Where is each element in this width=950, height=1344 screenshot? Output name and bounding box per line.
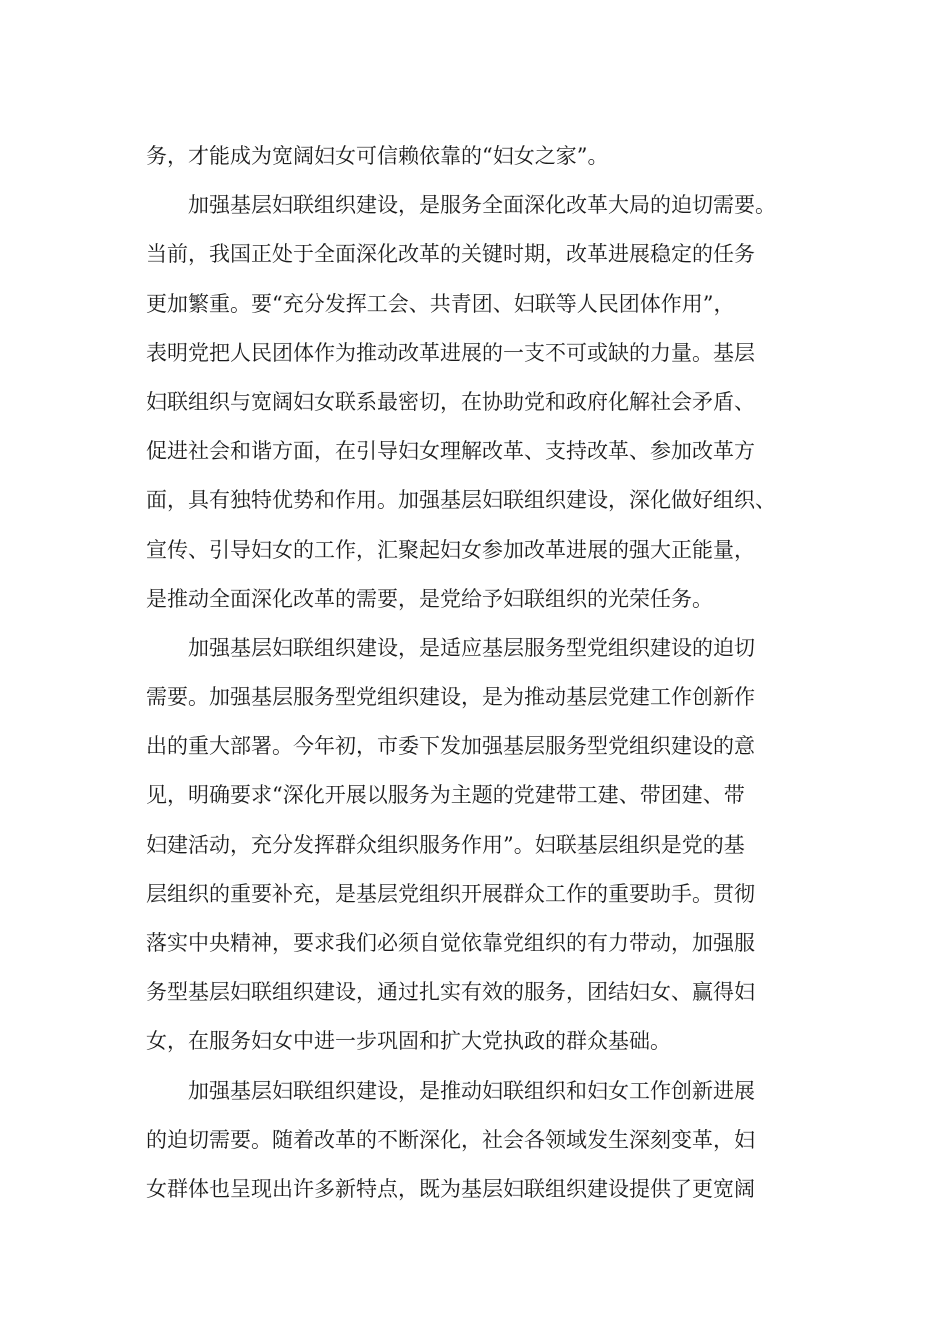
text-line: 出的重大部署。今年初，市委下发加强基层服务型党组织建设的意 (146, 734, 755, 759)
paragraph-start-line: 加强基层妇联组织建设，是推动妇联组织和妇女工作创新进展 (146, 1078, 755, 1103)
text-line: 女，在服务妇女中进一步巩固和扩大党执政的群众基础。 (146, 1029, 671, 1054)
text-line: 的迫切需要。随着改革的不断深化，社会各领域发生深刻变革，妇 (146, 1127, 755, 1152)
text-line: 务型基层妇联组织建设，通过扎实有效的服务，团结妇女、赢得妇 (146, 980, 755, 1005)
text-line: 务，才能成为宽阔妇女可信赖依靠的“妇女之家”。 (146, 144, 609, 168)
text-line: 促进社会和谐方面，在引导妇女理解改革、支持改革、参加改革方 (146, 439, 755, 464)
text-line: 妇联组织与宽阔妇女联系最密切，在协助党和政府化解社会矛盾、 (146, 389, 755, 414)
text-line: 女群体也呈现出许多新特点，既为基层妇联组织建设提供了更宽阔 (146, 1176, 755, 1201)
text-line: 落实中央精神，要求我们必须自觉依靠党组织的有力带动，加强服 (146, 931, 755, 955)
text-line: 表明党把人民团体作为推动改革进展的一支不可或缺的力量。基层 (146, 340, 755, 365)
text-line: 当前，我国正处于全面深化改革的关键时期，改革进展稳定的任务 (146, 242, 755, 267)
text-line: 宣传、引导妇女的工作，汇聚起妇女参加改革进展的强大正能量， (146, 537, 755, 562)
text-line: 层组织的重要补充，是基层党组织开展群众工作的重要助手。贯彻 (146, 881, 755, 906)
text-line: 需要。加强基层服务型党组织建设，是为推动基层党建工作创新作 (146, 685, 755, 710)
text-line: 是推动全面深化改革的需要，是党给予妇联组织的光荣任务。 (146, 586, 713, 611)
text-line: 见，明确要求“深化开展以服务为主题的党建带工建、带团建、带 (146, 783, 745, 808)
body-text (146, 132, 822, 1214)
paragraph-start-line: 加强基层妇联组织建设，是适应基层服务型党组织建设的迫切 (146, 635, 755, 660)
text-line: 更加繁重。要“充分发挥工会、共青团、妇联等人民团体作用”， (146, 291, 735, 316)
text-line: 面，具有独特优势和作用。加强基层妇联组织建设，深化做好组织、 (146, 488, 776, 513)
text-line: 妇建活动，充分发挥群众组织服务作用”。妇联基层组织是党的基 (146, 832, 745, 857)
paragraph-start-line: 加强基层妇联组织建设，是服务全面深化改革大局的迫切需要。 (146, 193, 776, 218)
